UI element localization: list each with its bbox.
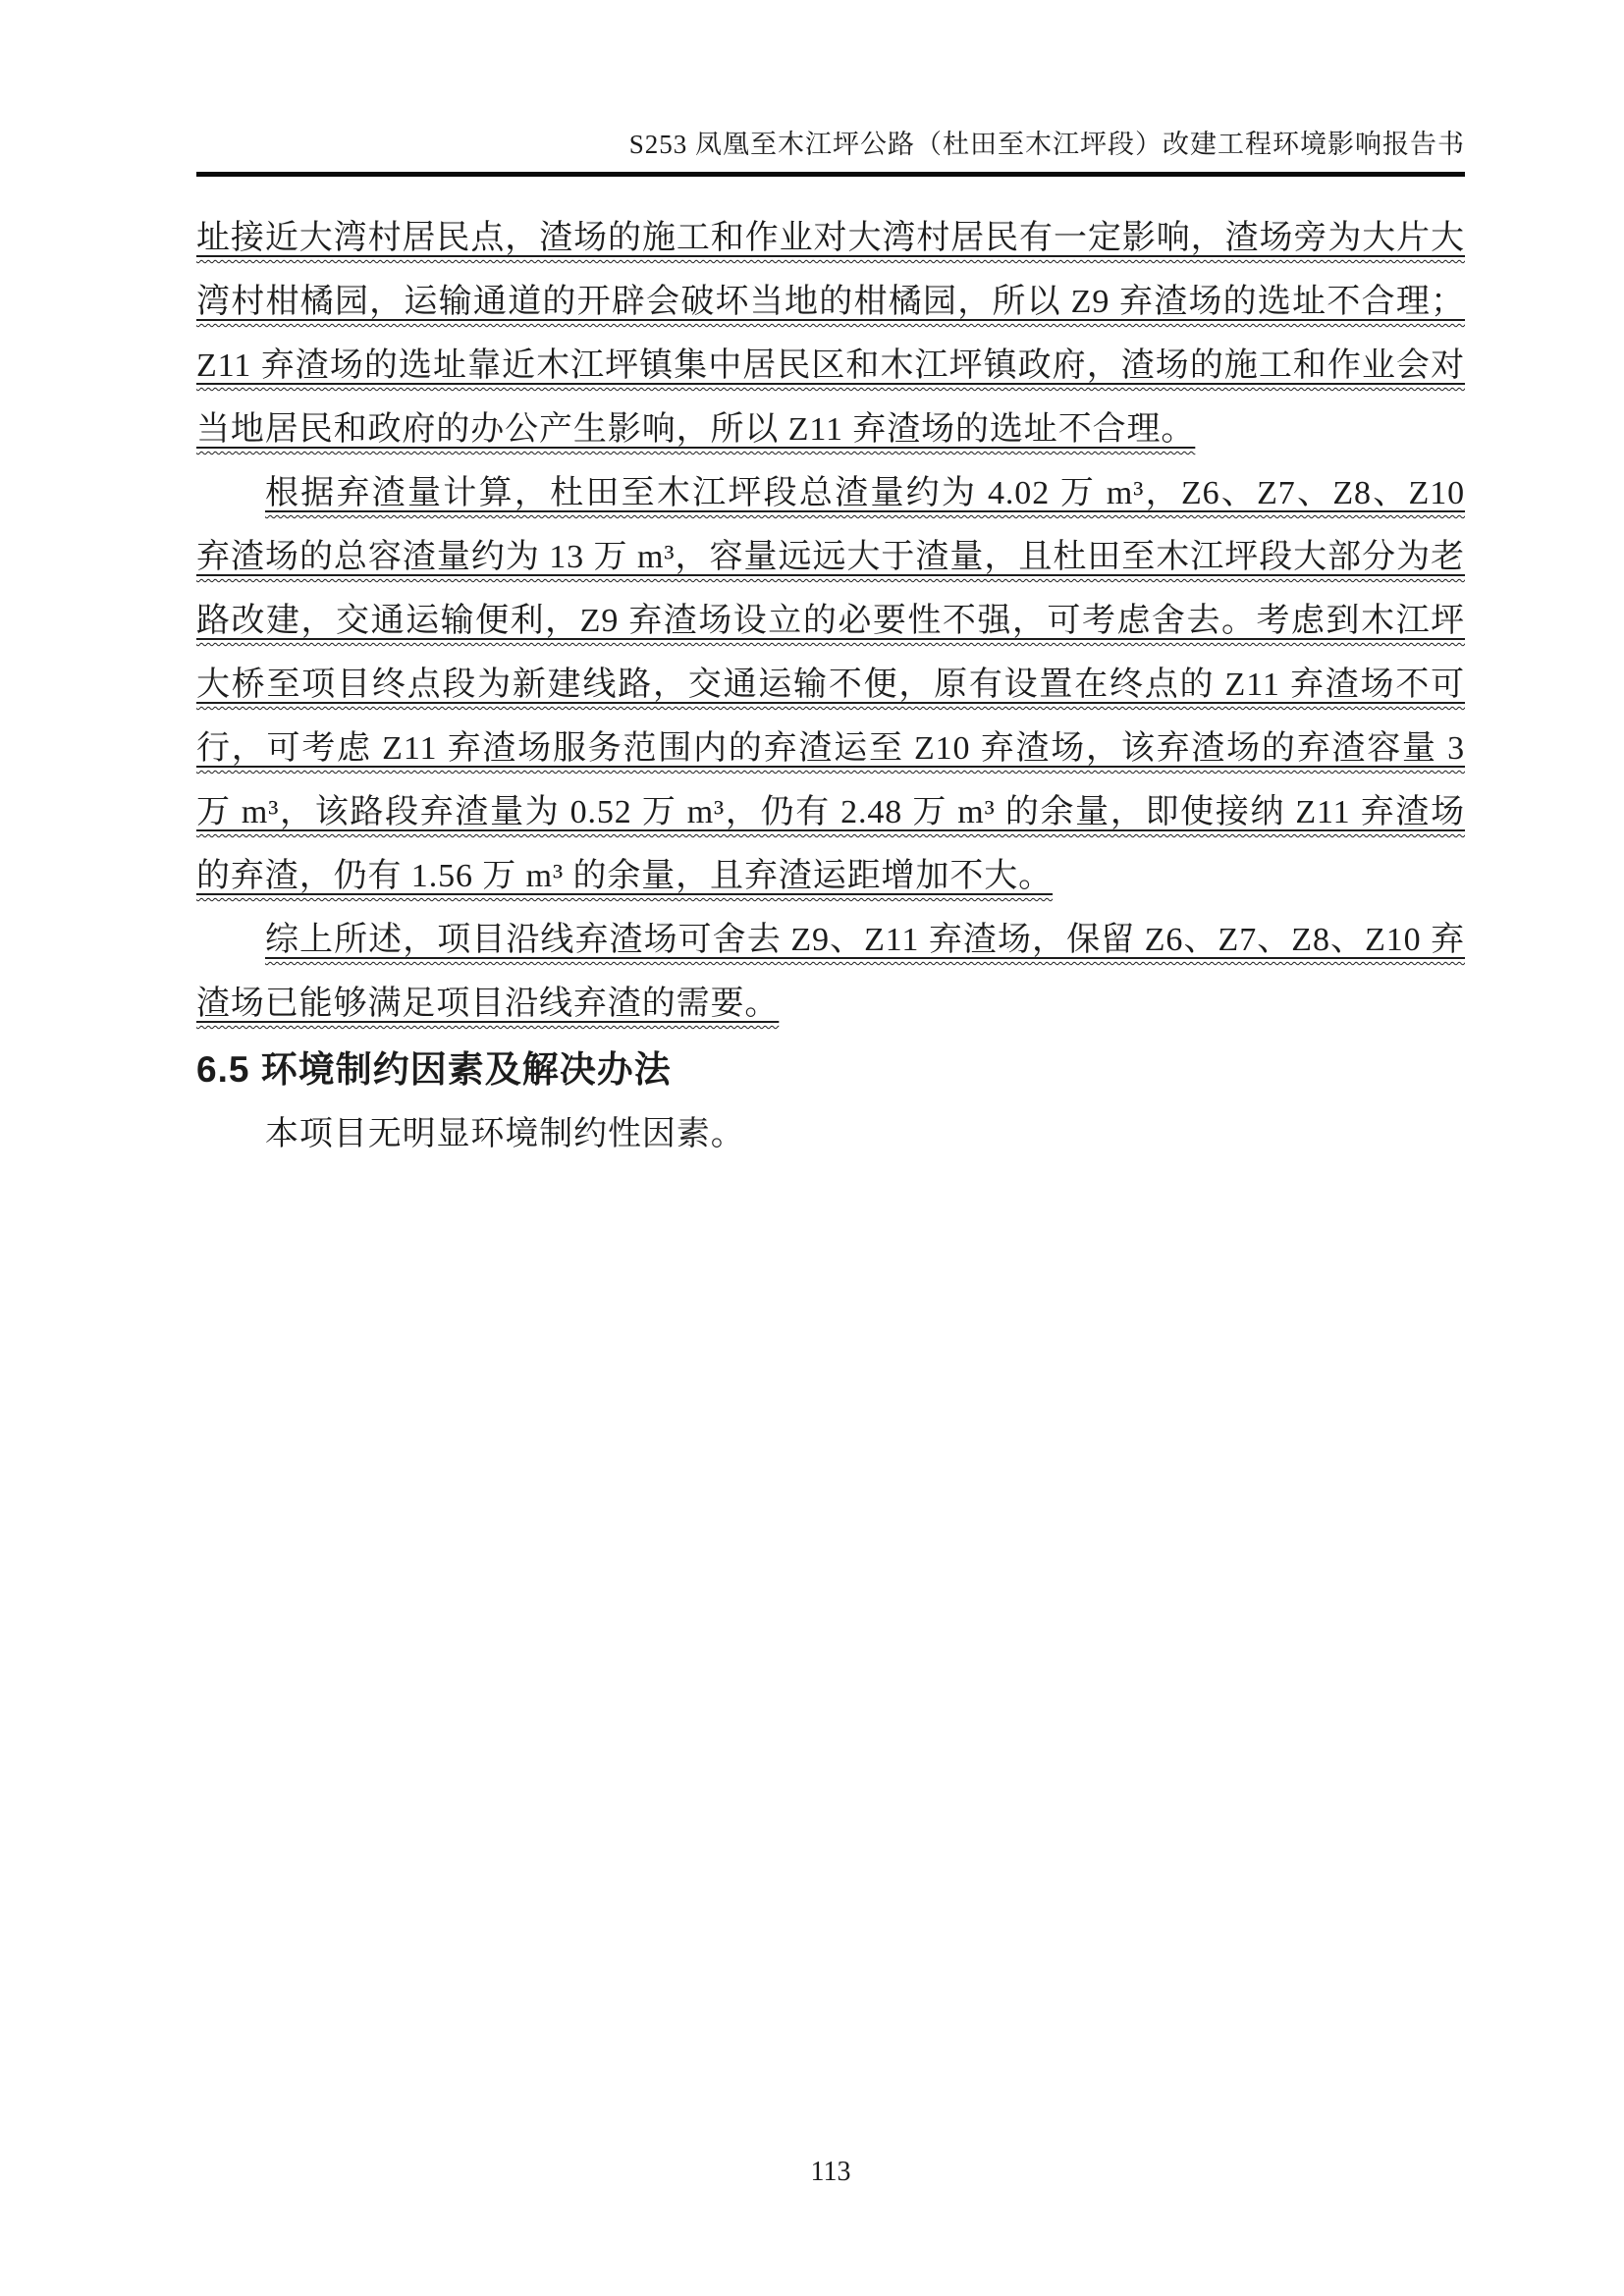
page-number bbox=[196, 2156, 1465, 2189]
body-text bbox=[196, 206, 1465, 1166]
page-number-text: 113 bbox=[810, 2157, 851, 2187]
paragraph-constraint-factors bbox=[196, 1102, 1465, 1166]
paragraph-site-selection bbox=[196, 206, 1465, 461]
running-header-title: S253 凤凰至木江坪公路（杜田至木江坪段）改建工程环境影响报告书 bbox=[628, 130, 1465, 159]
paragraph-constraint-factors-text: 本项目无明显环境制约性因素。 bbox=[265, 1116, 745, 1152]
paragraph-site-selection-text: 址接近大湾村居民点，渣场的施工和作业对大湾村居民有一定影响，渣场旁为大片大湾村柑橘园，运输通道的开辟会破坏当地的柑橘园，所以 Z9 弃渣场的选址不合理；Z11 弃渣场的选址靠近木江坪镇集中居民区和木江坪镇政府，渣场的施工和作业会对当地居民和政府的办公产生影响，所以 Z11 弃渣场的选址不合理。 bbox=[196, 220, 1465, 448]
revision-underline bbox=[196, 475, 1465, 894]
paragraph-conclusion-text: 综上所述，项目沿线弃渣场可舍去 Z9、Z11 弃渣场，保留 Z6、Z7、Z8、Z10 弃渣场已能够满足项目沿线弃渣的需要。 bbox=[196, 922, 1465, 1022]
running-header bbox=[196, 0, 1465, 161]
paragraph-volume-calculation bbox=[196, 461, 1465, 908]
paragraph-conclusion bbox=[196, 908, 1465, 1036]
section-heading-6-5 bbox=[196, 1038, 1465, 1102]
section-heading-text: 6.5 环境制约因素及解决办法 bbox=[196, 1049, 672, 1090]
page-content bbox=[196, 0, 1465, 1166]
revision-underline bbox=[196, 922, 1465, 1022]
paragraph-volume-calculation-text: 根据弃渣量计算，杜田至木江坪段总渣量约为 4.02 万 m³，Z6、Z7、Z8、Z10 弃渣场的总容渣量约为 13 万 m³，容量远远大于渣量，且杜田至木江坪段大部分为老路改建，交通运输便利，Z9 弃渣场设立的必要性不强，可考虑舍去。考虑到木江坪大桥至项目终点段为新建线路，交通运输不便，原有设置在终点的 Z11 弃渣场不可行，可考虑 Z11 弃渣场服务范围内的弃渣运至 Z10 弃渣场，该弃渣场的弃渣容量 3 万 m³，该路段弃渣量为 0.52 万 m³，仍有 2.48 万 m³ 的余量，即使接纳 Z11 弃渣场的弃渣，仍有 1.56 万 m³ 的余量，且弃渣运距增加不大。 bbox=[196, 475, 1465, 894]
header-rule bbox=[196, 172, 1465, 177]
revision-underline bbox=[196, 220, 1465, 448]
